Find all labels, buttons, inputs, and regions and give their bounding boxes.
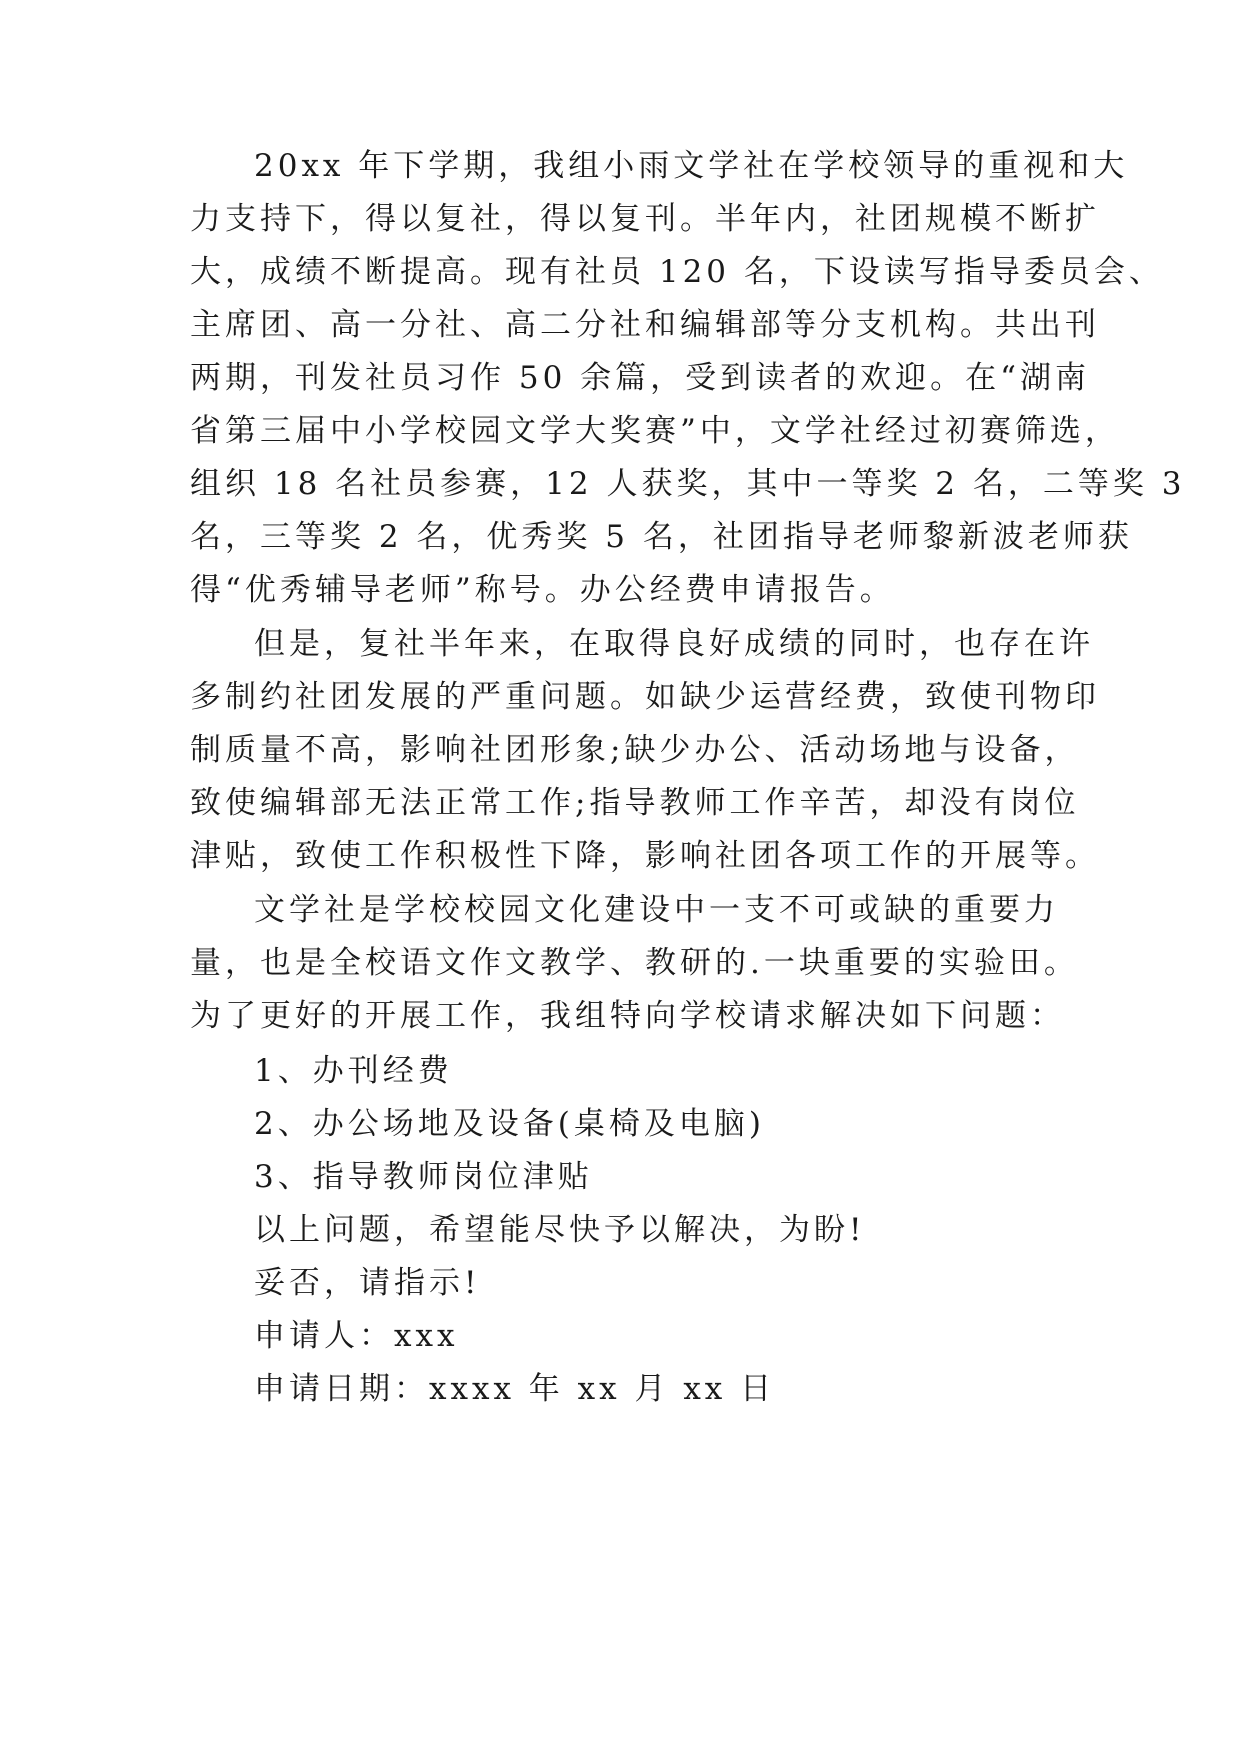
paragraph-line: 大，成绩不断提高。现有社员 120 名，下设读写指导委员会、 — [190, 254, 1164, 290]
paragraph-line: 致使编辑部无法正常工作;指导教师工作辛苦，却没有岗位 — [190, 785, 1080, 821]
paragraph-line: 力支持下，得以复社，得以复刊。半年内，社团规模不断扩 — [190, 201, 1100, 237]
closing-line: 以上问题，希望能尽快予以解决，为盼! — [254, 1212, 866, 1248]
paragraph-line: 两期，刊发社员习作 50 余篇，受到读者的欢迎。在“湖南 — [190, 360, 1090, 396]
paragraph-line: 制质量不高，影响社团形象;缺少办公、活动场地与设备， — [190, 732, 1080, 768]
paragraph-line: 组织 18 名社员参赛，12 人获奖，其中一等奖 2 名，二等奖 3 — [190, 466, 1186, 502]
paragraph-line: 津贴，致使工作积极性下降，影响社团各项工作的开展等。 — [190, 838, 1100, 874]
paragraph-line: 名，三等奖 2 名，优秀奖 5 名，社团指导老师黎新波老师获 — [190, 519, 1133, 555]
applicant-line: 申请人：xxx — [254, 1318, 459, 1354]
paragraph-line: 多制约社团发展的严重问题。如缺少运营经费，致使刊物印 — [190, 679, 1100, 715]
date-line: 申请日期：xxxx 年 xx 月 xx 日 — [254, 1371, 776, 1407]
paragraph-line: 20xx 年下学期，我组小雨文学社在学校领导的重视和大 — [254, 148, 1129, 184]
paragraph-line: 主席团、高一分社、高二分社和编辑部等分支机构。共出刊 — [190, 307, 1100, 343]
paragraph-line: 省第三届中小学校园文学大奖赛”中，文学社经过初赛筛选， — [190, 413, 1120, 449]
paragraph-line: 得“优秀辅导老师”称号。办公经费申请报告。 — [190, 572, 895, 608]
paragraph-line: 但是，复社半年来，在取得良好成绩的同时，也存在许 — [254, 626, 1094, 662]
paragraph-line: 文学社是学校校园文化建设中一支不可或缺的重要力 — [254, 892, 1059, 928]
list-item: 1、办刊经费 — [254, 1053, 453, 1089]
paragraph-line: 量，也是全校语文作文教学、教研的.一块重要的实验田。 — [190, 945, 1079, 981]
list-item: 3、指导教师岗位津贴 — [254, 1159, 593, 1195]
closing-line: 妥否，请指示! — [254, 1265, 481, 1301]
paragraph-line: 为了更好的开展工作，我组特向学校请求解决如下问题： — [190, 998, 1065, 1034]
list-item: 2、办公场地及设备(桌椅及电脑) — [254, 1106, 765, 1142]
